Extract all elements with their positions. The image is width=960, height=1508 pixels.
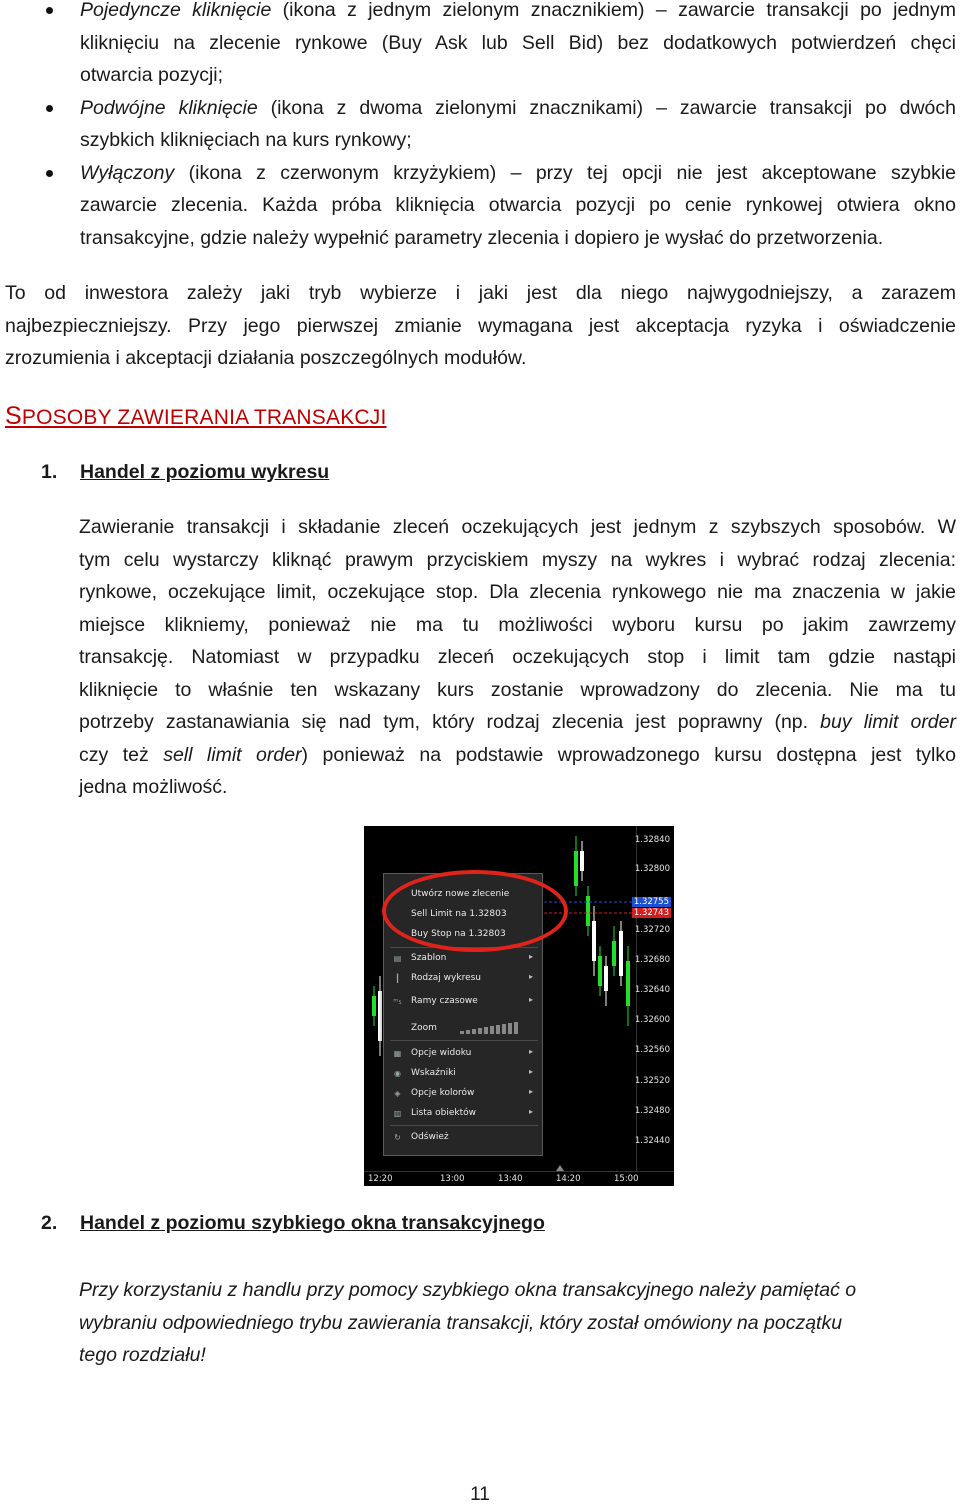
text-line: transakcyjne, gdzie należy wypełnić parametry zlecenia i dopiero je wysłać do przetworzenia. [80,226,884,249]
menu-item-indicators[interactable] [384,1065,544,1083]
menu-item-label: Odśwież [411,1132,449,1142]
time-label: 13:00 [440,1174,465,1184]
text-line: zrozumienia i akceptacji działania poszczególnych modułów. [5,347,527,369]
menu-item-zoom[interactable] [384,1020,544,1038]
candle-body [586,896,590,926]
submenu-arrow-icon: ▸ [528,1047,533,1056]
object-list-icon: ▥ [393,1109,402,1118]
text-line: Wyłączony (ikona z czerwonym krzyżykiem) – przy tej opcji nie jest akceptowane szybkie [80,161,956,184]
chart-trading-paragraph [79,511,956,804]
timeframe-icon: ᵐ₅ [393,997,402,1006]
section-title-initial: S [5,402,22,430]
time-label: 12:20 [368,1174,393,1184]
section-title [5,402,387,431]
menu-item-label: Lista obiektów [411,1108,476,1118]
menu-item-label: Opcje kolorów [411,1088,475,1098]
text-line: szybkich kliknięciach na kurs rynkowy; [80,129,412,151]
candle-body [598,956,602,986]
bullet-dot [46,105,53,112]
menu-item-timeframes[interactable] [384,993,544,1011]
text-line: tym celu wystarczy kliknąć prawym przyciskiem myszy na wykres i wybrać rodzaj zlecenia: [79,548,956,571]
text-line: To od inwestora zależy jaki tryb wybierze i jaki jest dla niego najwygodniejszy, a zarazem [5,282,956,304]
bullet-disabled [0,157,956,255]
price-label: 1.32520 [634,1076,670,1086]
price-label: 1.32720 [634,925,670,935]
heading-number: 1. [41,461,58,483]
ask-price-label: 1.32755 [633,897,669,907]
view-options-icon: ▦ [393,1049,402,1058]
menu-item-refresh[interactable] [384,1129,544,1147]
text-line: jedna możliwość. [79,776,228,798]
menu-item-view-options[interactable] [384,1045,544,1063]
palette-icon: ◈ [394,1089,401,1098]
time-label: 14:20 [556,1174,581,1184]
text-line: miejsce klikniemy, ponieważ nie ma tu możliwości wyboru kursu po jakim zawrzemy [79,613,956,636]
candle-body [574,851,578,886]
candle-body [372,996,376,1016]
bullet-single-click [0,0,956,92]
mode-bullet-list [0,0,956,254]
bid-price-label: 1.32743 [633,908,669,918]
bullet-double-click [0,92,956,157]
price-label: 1.32800 [634,864,670,874]
indicators-icon: ◉ [394,1069,401,1078]
intro-paragraph [5,277,956,375]
heading-number: 2. [41,1212,58,1234]
menu-item-label: Zoom [411,1023,437,1033]
menu-item-label: Utwórz nowe zlecenie [411,889,510,899]
heading-text: Handel z poziomu wykresu [80,461,330,483]
text-line: rynkowe, oczekujące limit, oczekujące stop. Dla zlecenia rynkowego nie ma znaczenia w jakie [79,581,956,603]
price-label: 1.32680 [634,955,670,965]
candle-body [580,851,584,871]
menu-item-label: Sell Limit na 1.32803 [411,909,507,919]
menu-item-object-list[interactable] [384,1105,544,1123]
menu-item-chart-type[interactable] [384,970,544,988]
menu-item-label: Szablon [411,953,447,963]
text-line: czy też sell limit order) ponieważ na podstawie wprowadzonego kursu dostępna jest tylko [79,743,956,766]
text-line: tego rozdziału! [79,1344,206,1366]
price-label: 1.32600 [634,1015,670,1025]
italic-phrase: Podwójne kliknięcie [80,96,258,119]
text-line: Pojedyncze kliknięcie (ikona z jednym zielonym znacznikiem) – zawarcie transakcji po jednym [80,0,956,21]
menu-separator [390,1125,538,1126]
italic-phrase: buy limit order [820,711,956,733]
menu-item-color-options[interactable] [384,1085,544,1103]
price-label: 1.32480 [634,1106,670,1116]
text-line: Podwójne kliknięcie (ikona z dwoma zielonymi znacznikami) – zawarcie transakcji po dwóch [80,96,956,119]
submenu-arrow-icon: ▸ [528,1067,533,1076]
menu-item-label: Buy Stop na 1.32803 [411,929,506,939]
chart-type-icon: ┃ [395,974,400,983]
candle-body [626,961,630,1006]
text-line: transakcję. Natomiast w przypadku zleceń oczekujących stop i limit tam gdzie nastąpi [79,646,956,668]
candle-body [619,931,623,976]
menu-separator [390,1040,538,1041]
price-label: 1.32840 [634,835,670,845]
price-axis [633,826,674,1171]
italic-phrase: Wyłączony [80,161,175,184]
menu-item-label: Rodzaj wykresu [411,973,482,983]
text-line: kliknięcie to właśnie ten wskazany kurs zostanie wprowadzony do zlecenia. Nie ma tu [79,678,956,701]
menu-item-template[interactable] [384,950,544,968]
submenu-arrow-icon: ▸ [528,995,533,1004]
text-line: Przy korzystaniu z handlu przy pomocy szybkiego okna transakcyjnego należy pamiętać o [79,1279,857,1301]
italic-phrase: Pojedyncze kliknięcie [80,0,272,21]
menu-item-label: Ramy czasowe [411,996,478,1006]
candle-body [378,991,382,1041]
page-number: 11 [470,1484,490,1505]
bullet-dot [46,170,53,177]
candle-body [592,921,596,961]
text-line: wybraniu odpowiedniego trybu zawierania transakcji, który został omówiony na początku [79,1311,843,1334]
price-label: 1.32560 [634,1045,670,1055]
refresh-icon: ↻ [394,1133,401,1142]
text-line: zawarcie zlecenia. Każda próba kliknięcia otwarcia pozycji po cenie rynkowej otwiera okno [80,194,956,216]
time-label: 13:40 [498,1174,523,1184]
menu-item-label: Opcje widoku [411,1048,472,1058]
text-line: potrzeby zastanawiania się nad tym, który rodzaj zlecenia jest poprawny (np. buy limit order [79,711,956,733]
section-title-rest: POSOBY ZAWIERANIA TRANSAKCJI [21,406,387,429]
chart-context-menu-screenshot [364,826,674,1186]
heading-text: Handel z poziomu szybkiego okna transakcyjnego [80,1212,545,1234]
submenu-arrow-icon: ▸ [528,1107,533,1116]
heading-quick-window-trading [41,1212,545,1235]
time-axis [364,1171,674,1186]
zoom-level-icon [460,1022,520,1034]
time-label: 15:00 [614,1174,639,1184]
template-icon: ▤ [393,954,402,963]
bullet-dot [46,7,53,14]
submenu-arrow-icon: ▸ [528,1087,533,1096]
heading-chart-trading [41,461,329,484]
candle-body [604,966,608,991]
submenu-arrow-icon: ▸ [528,952,533,961]
candle-body [612,941,616,966]
text-line: otwarcia pozycji; [80,64,224,86]
highlight-ring [382,870,568,952]
price-label: 1.32640 [634,985,670,995]
text-line: Zawieranie transakcji i składanie zleceń oczekujących jest jednym z szybszych sposobów. W [79,516,956,538]
quick-window-paragraph [79,1274,956,1372]
submenu-arrow-icon: ▸ [528,972,533,981]
italic-phrase: sell limit order [163,743,302,766]
menu-item-label: Wskaźniki [411,1068,456,1078]
text-line: kliknięciu na zlecenie rynkowe (Buy Ask lub Sell Bid) bez dodatkowych potwierdzeń chęci [80,31,956,54]
text-line: najbezpieczniejszy. Przy jego pierwszej zmianie wymagana jest akceptacja ryzyka i oświadczenie [5,314,956,337]
price-label: 1.32440 [634,1136,670,1146]
